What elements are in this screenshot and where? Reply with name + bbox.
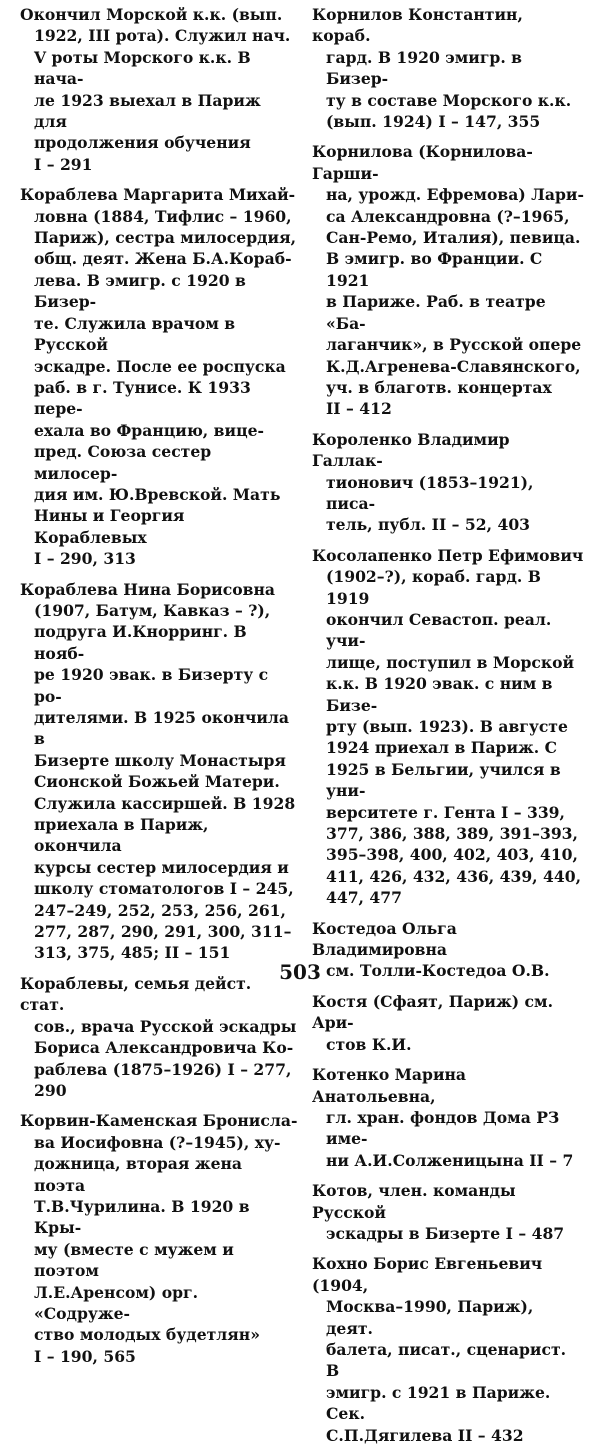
entry-line: ство молодых будетлян» xyxy=(34,1325,260,1345)
index-entry xyxy=(312,141,584,419)
entry-line: лева. В эмигр. с 1920 в Бизер- xyxy=(34,270,246,312)
entry-line: ни А.И.Солженицына II – 7 xyxy=(326,1150,574,1170)
entry-line: Сан-Ремо, Италия), певица. xyxy=(326,228,581,248)
entry-line: верситете г. Гента I – 339, xyxy=(326,802,565,822)
entry-line: 1924 приехал в Париж. С xyxy=(326,738,558,758)
entry-line: ловна (1884, Тифлис – 1960, xyxy=(34,206,292,226)
entry-line: дителями. В 1925 окончила в xyxy=(34,708,290,749)
entry-line: стов К.И. xyxy=(326,1034,412,1054)
entry-line: ехала во Францию, вице- xyxy=(34,420,264,440)
entry-line: ре 1920 эвак. в Бизерту с ро- xyxy=(34,665,269,706)
entry-line: в Париже. Раб. в театре «Ба- xyxy=(326,292,546,333)
entry-line: Кохно Борис Евгеньевич (1904, xyxy=(312,1254,543,1295)
entry-line: са Александровна (?–1965, xyxy=(326,206,570,226)
entry-line: Косолапенко Петр Ефимович xyxy=(312,545,584,565)
entry-line: сов., врача Русской эскадры xyxy=(34,1016,297,1036)
index-entry xyxy=(312,1180,584,1244)
entry-line: Корвин-Каменская Бронисла- xyxy=(20,1111,298,1131)
entry-line: I – 291 xyxy=(34,154,93,174)
index-entry xyxy=(20,973,298,1101)
entry-line: Т.В.Чурилина. В 1920 в Кры- xyxy=(34,1196,250,1238)
entry-line: Служила кассиршей. В 1928 xyxy=(34,793,296,813)
entry-line: 447, 477 xyxy=(326,888,402,908)
index-entry xyxy=(312,1064,584,1171)
entry-line: пред. Союза сестер милосер- xyxy=(34,442,212,483)
entry-line: V роты Морского к.к. В нача- xyxy=(34,47,251,89)
entry-line: лаганчик», в Русской опере xyxy=(326,335,582,355)
entry-line: Окончил Морской к.к. (вып. xyxy=(20,5,283,24)
entry-line: тель, публ. II – 52, 403 xyxy=(326,515,531,535)
entry-line: приехала в Париж, окончила xyxy=(34,815,209,856)
index-entry xyxy=(312,991,584,1055)
entry-line: к.к. В 1920 эвак. с ним в Бизе- xyxy=(326,674,553,715)
entry-line: эскадре. После ее роспуска xyxy=(34,356,286,376)
entry-line: балета, писат., сценарист. В xyxy=(326,1339,567,1381)
entry-line: му (вместе с мужем и поэтом xyxy=(34,1239,234,1281)
left-column xyxy=(20,4,298,1376)
index-entry xyxy=(312,429,584,536)
entry-line: I – 190, 565 xyxy=(34,1346,136,1366)
entry-line: (вып. 1924) I – 147, 355 xyxy=(326,112,541,132)
entry-line: те. Служила врачом в Русской xyxy=(34,313,236,355)
entry-line: 290 xyxy=(34,1080,67,1100)
entry-line: курсы сестер милосердия и xyxy=(34,857,289,877)
entry-line: 277, 287, 290, 291, 300, 311– xyxy=(34,922,292,942)
entry-line: Кораблевы, семья дейст. стат. xyxy=(20,973,252,1015)
entry-line: дия им. Ю.Вревской. Мать xyxy=(34,484,281,504)
entry-line: гл. хран. фондов Дома РЗ име- xyxy=(326,1107,560,1149)
entry-line: Короленко Владимир Галлак- xyxy=(312,429,510,471)
entry-line: общ. деят. Жена Б.А.Кораб- xyxy=(34,249,292,269)
entry-line: на, урожд. Ефремова) Лари- xyxy=(326,185,584,205)
entry-line: Нины и Георгия Кораблевых xyxy=(34,506,185,547)
entry-line: 1925 в Бельгии, учился в уни- xyxy=(326,759,561,801)
entry-line: Корнилов Константин, кораб. xyxy=(312,5,523,46)
entry-line: ле 1923 выехал в Париж для xyxy=(34,90,261,132)
entry-line: раблева (1875–1926) I – 277, xyxy=(34,1059,292,1079)
entry-line: Котенко Марина Анатольевна, xyxy=(312,1065,467,1106)
entry-line: I – 290, 313 xyxy=(34,549,136,569)
entry-line: II – 412 xyxy=(326,399,392,419)
entry-line: Котов, член. команды Русской xyxy=(312,1181,516,1222)
entry-line: Корнилова (Корнилова-Гарши- xyxy=(312,142,533,183)
entry-line: уч. в благотв. концертах xyxy=(326,377,552,397)
entry-line: 1922, III рота). Служил нач. xyxy=(34,26,291,46)
entry-line: Сионской Божьей Матери. xyxy=(34,772,280,792)
entry-line: 247–249, 252, 253, 256, 261, xyxy=(34,900,286,920)
entry-line: С.П.Дягилева II – 432 xyxy=(326,1425,524,1445)
entry-line: эскадры в Бизерте I – 487 xyxy=(326,1223,565,1243)
entry-line: К.Д.Агренева-Славянского, xyxy=(326,356,581,376)
entry-line: Бизерте школу Монастыря xyxy=(34,750,286,770)
entry-line: тионович (1853–1921), писа- xyxy=(326,472,534,513)
entry-line: дожница, вторая жена поэта xyxy=(34,1154,243,1195)
entry-line: раб. в г. Тунисе. К 1933 пере- xyxy=(34,377,251,419)
index-entry xyxy=(20,579,298,964)
entry-line: продолжения обучения xyxy=(34,133,251,153)
entry-line: 411, 426, 432, 436, 439, 440, xyxy=(326,866,582,886)
entry-line: 313, 375, 485; II – 151 xyxy=(34,943,231,963)
entry-line: Москва–1990, Париж), деят. xyxy=(326,1297,534,1338)
entry-line: (1907, Батум, Кавказ – ?), xyxy=(34,600,271,620)
index-entry xyxy=(312,545,584,909)
entry-line: (1902–?), кораб. гард. В 1919 xyxy=(326,567,541,608)
index-entry xyxy=(312,1253,584,1446)
entry-line: 377, 386, 388, 389, 391–393, xyxy=(326,824,578,844)
index-entry xyxy=(20,4,298,175)
entry-line: Костя (Сфаят, Париж) см. Ари- xyxy=(312,991,554,1033)
entry-line: лище, поступил в Морской xyxy=(326,652,575,672)
page-number: 503 xyxy=(279,960,321,984)
entry-line: Л.Е.Аренсом) орг. «Содруже- xyxy=(34,1282,199,1323)
entry-line: Кораблева Нина Борисовна xyxy=(20,579,275,599)
entry-line: подруга И.Кнорринг. В нояб- xyxy=(34,622,247,663)
entry-line: окончил Севастоп. реал. учи- xyxy=(326,609,552,651)
right-column xyxy=(312,4,584,1455)
index-entry xyxy=(20,1110,298,1367)
entry-line: Костедоа Ольга Владимировна xyxy=(312,918,457,960)
entry-line: рту (вып. 1923). В августе xyxy=(326,717,568,736)
entry-line: см. Толли-Костедоа О.В. xyxy=(326,961,550,981)
entry-line: ва Иосифовна (?–1945), ху- xyxy=(34,1132,281,1152)
entry-line: Бориса Александровича Ко- xyxy=(34,1038,294,1058)
index-entry xyxy=(20,184,298,569)
entry-line: гард. В 1920 эмигр. в Бизер- xyxy=(326,47,523,89)
entry-line: 395–398, 400, 402, 403, 410, xyxy=(326,845,578,865)
entry-line: Кораблева Маргарита Михай- xyxy=(20,185,296,205)
entry-line: ту в составе Морского к.к. xyxy=(326,90,572,110)
index-entry xyxy=(312,4,584,132)
entry-line: Париж), сестра милосердия, xyxy=(34,228,297,248)
entry-line: школу стоматологов I – 245, xyxy=(34,879,294,899)
entry-line: эмигр. с 1921 в Париже. Сек. xyxy=(326,1382,551,1424)
entry-line: В эмигр. во Франции. С 1921 xyxy=(326,249,543,290)
